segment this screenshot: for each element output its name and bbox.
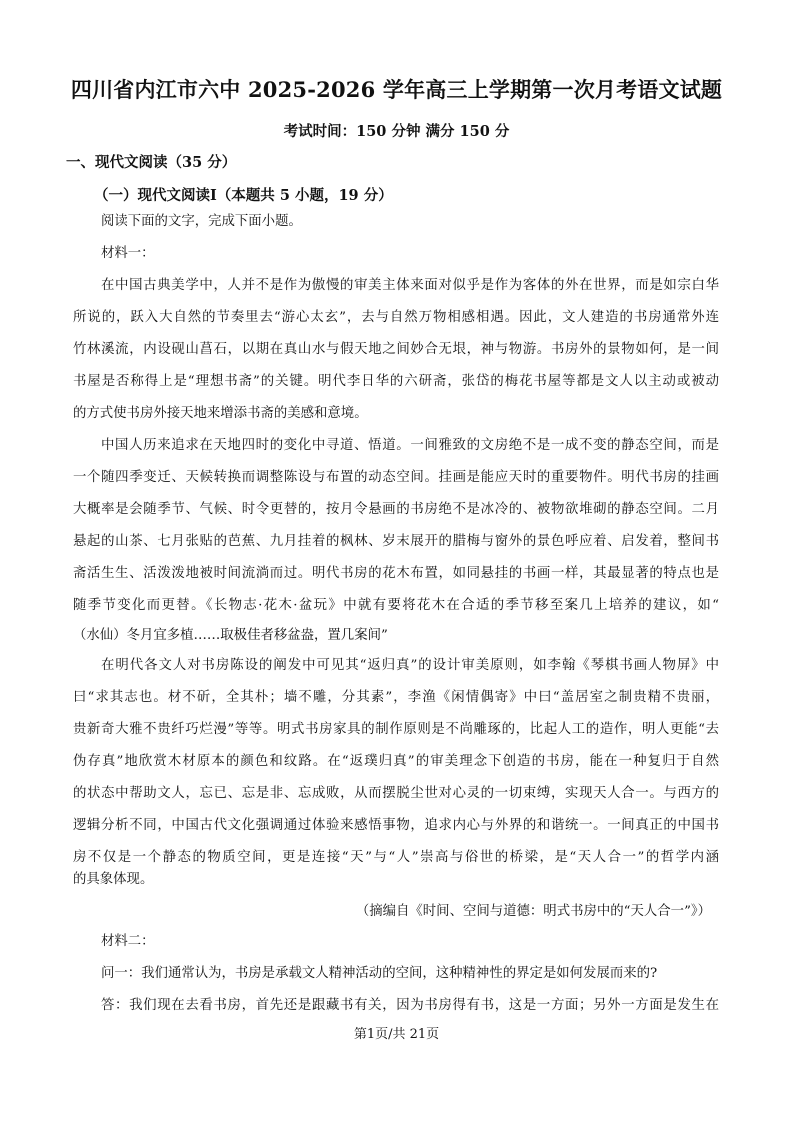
paragraph-line: 的具象体现。: [73, 872, 154, 887]
paragraph-line: 房不仅是一个静态的物质空间，更是连接“天”与“人”崇高与俗世的桥梁，是“天人合一”的哲学内涵: [73, 850, 719, 865]
page-number: 第1页/共 21页: [353, 1027, 440, 1042]
paragraph-line: 中国人历来追求在天地四时的变化中寻道、悟道。一间雅致的文房绝不是一成不变的静态空间，而是: [101, 438, 719, 453]
instruction-text: 阅读下面的文字，完成下面小题。: [101, 214, 302, 229]
exam-title: 四川省内江市六中 2025-2026 学年高三上学期第一次月考语文试题: [70, 77, 723, 102]
paragraph-line: 随季节变化而更替。《长物志·花木·盆玩》中就有要将花木在合适的季节移至案几上培养的建议，如“: [73, 598, 719, 613]
paragraph-line: 的方式使书房外接天地来增添书斋的美感和意境。: [73, 406, 368, 421]
paragraph-line: 曰“求其志也。材不斫，全其朴；墙不雕，分其素”，李渔《闲情偶寄》中曰“盖居室之制贵精不贵丽，: [73, 690, 719, 705]
paragraph-line: 竹林溪流，内设砚山菖石，以期在真山水与假天地之间妙合无垠，神与物游。书房外的景物如何，是一间: [73, 342, 719, 357]
paragraph-line: 的状态中帮助文人，忘已、忘是非、忘成败，从而摆脱尘世对心灵的一切束缚，实现天人合一。与西方的: [73, 786, 719, 801]
paragraph-line: 伪存真”地欣赏木材原本的颜色和纹路。在“返璞归真”的审美理念下创造的书房，能在一种复归于自然: [73, 754, 719, 769]
material2-label: 材料二：: [101, 934, 155, 949]
paragraph-line: 悬起的山茶、七月张贴的芭蕉、九月挂着的枫林、岁末展开的腊梅与窗外的景色呼应着、启发着，整间书: [73, 534, 719, 549]
paragraph-line: 在明代各文人对书房陈设的阐发中可见其“返归真”的设计审美原则，如李翰《琴棋书画人物屏》中: [101, 658, 719, 673]
paragraph-line: 在中国古典美学中，人并不是作为傲慢的审美主体来面对似乎是作为客体的外在世界，而是如宗白华: [101, 278, 719, 293]
paragraph-line: 贵新奇大雅不贵纤巧烂漫”等等。明式书房家具的制作原则是不尚雕琢的，比起人工的造作，明人更能“去: [73, 722, 719, 737]
paragraph-line: 斋活生生、活泼泼地被时间流淌而过。明代书房的花木布置，如同悬挂的书画一样，其最显著的特点也是: [73, 566, 719, 581]
material1-label: 材料一：: [101, 246, 155, 261]
paragraph-line: （水仙）冬月宜多植……取极佳者移盆盎，置几案间”: [73, 628, 388, 643]
subsection-heading: （一）现代文阅读Ⅰ（本题共 5 小题，19 分）: [94, 187, 393, 204]
source-citation: （摘编自《时间、空间与道德：明式书房中的“天人合一”》）: [355, 904, 711, 919]
paragraph-line: 大概率是会随季节、气候、时令更替的，按月令悬画的书房绝不是冰冷的、被物欲堆砌的静态空间。二月: [73, 502, 719, 517]
exam-time-and-score: 考试时间：150 分钟 满分 150 分: [283, 123, 510, 140]
answer-line: 答：我们现在去看书房，首先还是跟藏书有关，因为书房得有书，这是一方面；另外一方面是发生在: [101, 998, 719, 1013]
paragraph-line: 书屋是否称得上是“理想书斋”的关键。明代李日华的六研斋，张岱的梅花书屋等都是文人以主动或被动: [73, 374, 719, 389]
paragraph-line: 所说的，跃入大自然的节奏里去“游心太玄”，去与自然万物相感相遇。因此，文人建造的书房通常外连: [73, 310, 719, 325]
paragraph-line: 一个随四季变迁、天候转换而调整陈设与布置的动态空间。挂画是能应天时的重要物件。明代书房的挂画: [73, 470, 719, 485]
paragraph-line: 逻辑分析不同，中国古代文化强调通过体验来感悟事物，追求内心与外界的和谐统一。一间真正的中国书: [73, 818, 719, 833]
question-line: 问一：我们通常认为，书房是承载文人精神活动的空间，这种精神性的界定是如何发展而来的?: [101, 966, 658, 981]
section-heading: 一、现代文阅读（35 分）: [66, 154, 237, 171]
